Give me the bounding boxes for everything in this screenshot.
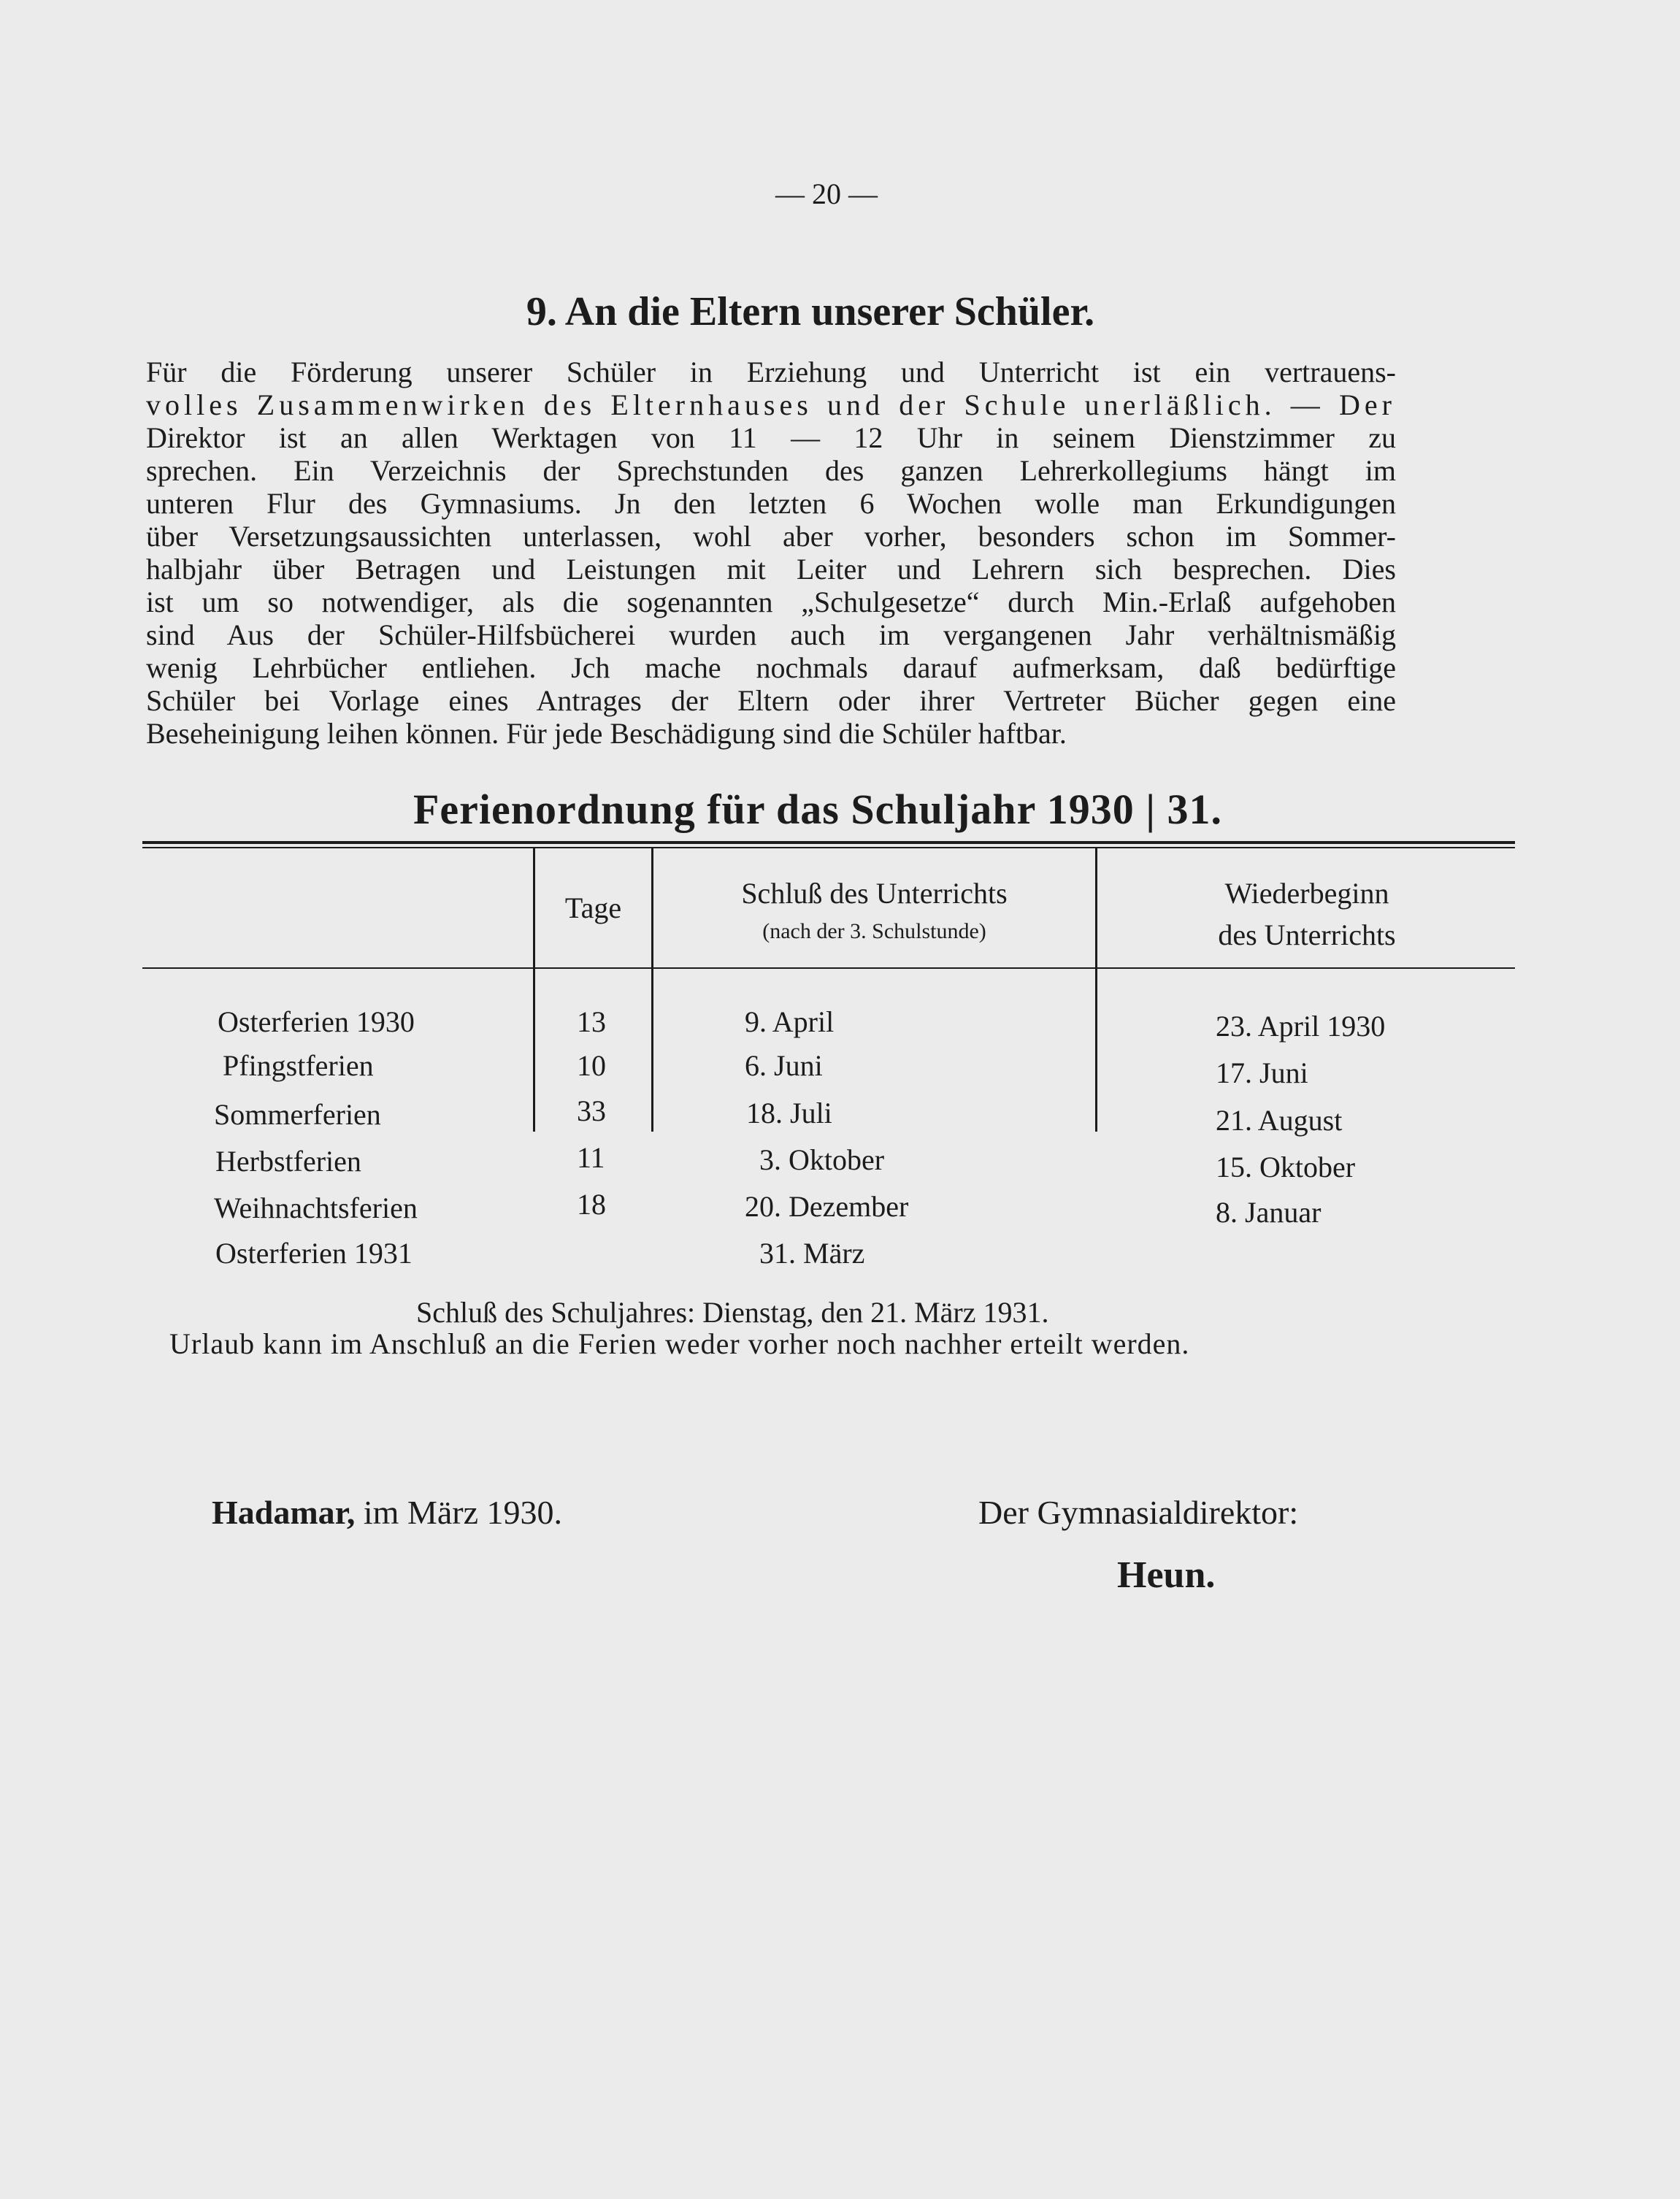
row-schluss: 9. April xyxy=(745,1005,835,1038)
table-header-rule xyxy=(142,967,1515,969)
header-schluss: Schluß des Unterrichts xyxy=(741,877,1008,910)
row-tage: 33 xyxy=(577,1094,606,1127)
signature-name: Heun. xyxy=(1117,1554,1216,1596)
column-divider xyxy=(533,847,535,1132)
header-wiederbeginn-2: des Unterrichts xyxy=(1218,918,1396,951)
header-tage: Tage xyxy=(564,891,622,924)
signature-place: Hadamar, xyxy=(212,1494,356,1531)
paragraph-line: über Versetzungsaussichten unterlassen, wohl aber vorher, besonders schon im Sommer- xyxy=(146,520,1396,553)
paragraph-line: ist um so notwendiger, als die sogenannten „Schulgesetze“ durch Min.-Erlaß aufgehoben xyxy=(146,586,1396,618)
row-tage: 10 xyxy=(577,1049,606,1082)
table-top-rule-thin xyxy=(142,847,1515,848)
signature-place-date xyxy=(212,1493,562,1532)
row-wiederbeginn: 21. August xyxy=(1216,1104,1343,1137)
paragraph-line: halbjahr über Betragen und Leistungen mit Leiter und Lehrern sich besprechen. Dies xyxy=(146,553,1396,586)
row-wiederbeginn: 15. Oktober xyxy=(1216,1151,1356,1183)
paragraph-line: volles Zusammenwirken des Elternhauses und der Schule unerläßlich. — Der xyxy=(146,388,1396,421)
row-name: Osterferien 1930 xyxy=(218,1005,415,1038)
section-title: 9. An die Eltern unserer Schüler. xyxy=(526,289,1095,334)
signature-role: Der Gymnasialdirektor: xyxy=(978,1494,1299,1531)
row-schluss: 31. März xyxy=(759,1237,865,1270)
row-schluss: 20. Dezember xyxy=(745,1190,909,1223)
row-wiederbeginn: 8. Januar xyxy=(1216,1196,1322,1229)
paragraph-line: wenig Lehrbücher entliehen. Jch mache nochmals darauf aufmerksam, daß bedürftige xyxy=(146,651,1396,684)
row-name: Weihnachtsferien xyxy=(214,1191,418,1224)
row-schluss: 18. Juli xyxy=(746,1097,832,1129)
holiday-note: Urlaub kann im Anschluß an die Ferien weder vorher noch nachher erteilt werden. xyxy=(169,1327,1190,1360)
school-year-end: Schluß des Schuljahres: Dienstag, den 21. März 1931. xyxy=(416,1296,1049,1329)
row-name: Herbstferien xyxy=(215,1145,361,1178)
paragraph-line: Beseheinigung leihen können. Für jede Beschädigung sind die Schüler haftbar. xyxy=(146,717,1067,750)
table-top-rule xyxy=(142,841,1515,844)
row-name: Sommerferien xyxy=(214,1098,381,1131)
row-name: Osterferien 1931 xyxy=(215,1237,413,1270)
row-wiederbeginn: 17. Juni xyxy=(1216,1056,1308,1089)
paragraph-line: Direktor ist an allen Werktagen von 11 — 12 Uhr in seinem Dienstzimmer zu xyxy=(146,421,1396,454)
paragraph-line: Für die Förderung unserer Schüler in Erziehung und Unterricht ist ein vertrauens- xyxy=(146,356,1396,388)
header-schluss-note: (nach der 3. Schulstunde) xyxy=(762,919,986,943)
paragraph-line: sind Aus der Schüler-Hilfsbücherei wurden auch im vergangenen Jahr verhältnismäßig xyxy=(146,618,1396,651)
signature-date: im März 1930. xyxy=(363,1494,563,1531)
paragraph-line: sprechen. Ein Verzeichnis der Sprechstunden des ganzen Lehrerkollegiums hängt im xyxy=(146,454,1396,487)
row-name: Pfingstferien xyxy=(223,1049,374,1082)
row-tage: 11 xyxy=(577,1141,605,1174)
paragraph-line: Schüler bei Vorlage eines Antrages der Eltern oder ihrer Vertreter Bücher gegen eine xyxy=(146,684,1396,717)
row-wiederbeginn: 23. April 1930 xyxy=(1216,1010,1386,1043)
page-number: — 20 — xyxy=(775,177,878,210)
parents-notice-paragraph xyxy=(146,356,1396,750)
row-schluss: 6. Juni xyxy=(745,1049,823,1082)
column-divider xyxy=(1095,847,1097,1132)
paragraph-line: unteren Flur des Gymnasiums. Jn den letzten 6 Wochen wolle man Erkundigungen xyxy=(146,487,1396,520)
row-schluss: 3. Oktober xyxy=(759,1143,885,1176)
holiday-table-title: Ferienordnung für das Schuljahr 1930 | 31. xyxy=(413,786,1223,833)
row-tage: 18 xyxy=(577,1188,606,1221)
row-tage: 13 xyxy=(577,1005,606,1038)
header-wiederbeginn: Wiederbeginn xyxy=(1224,877,1389,910)
